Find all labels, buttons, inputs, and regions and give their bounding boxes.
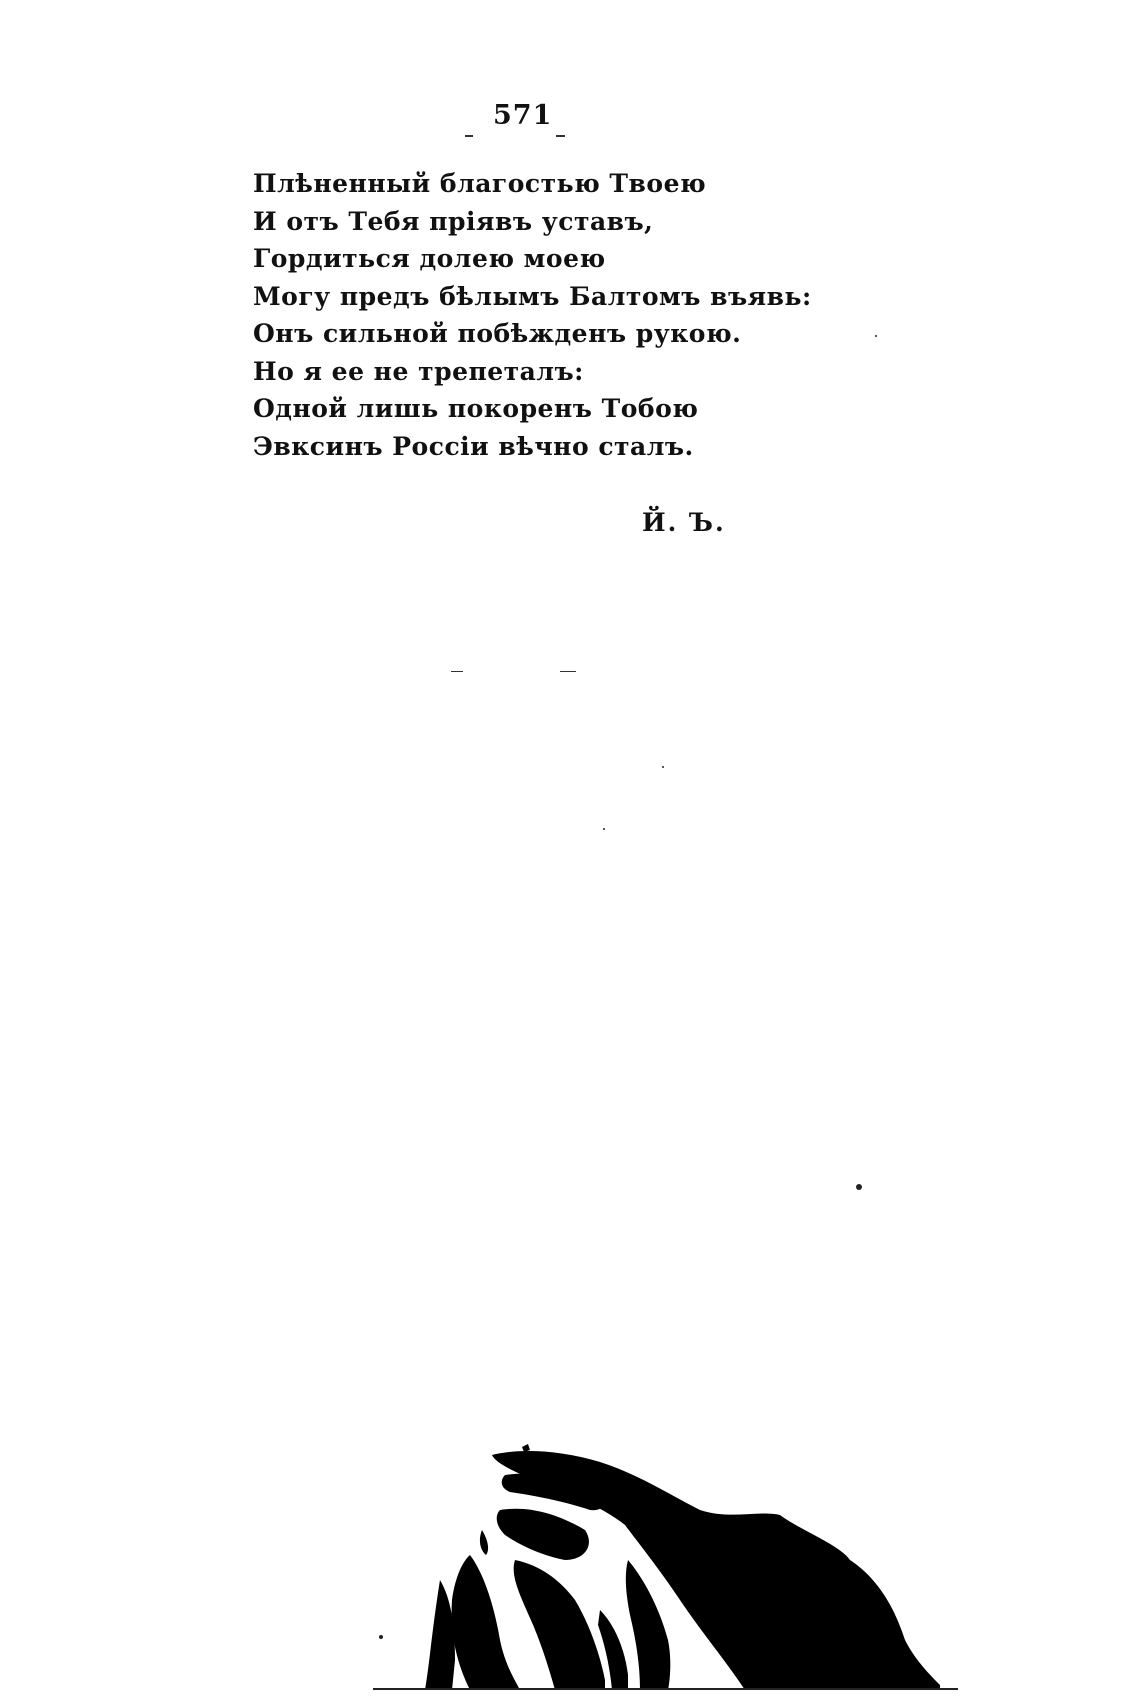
poem-line: Гордиться долею моею	[253, 244, 606, 273]
signature: Й. Ъ.	[642, 508, 726, 537]
page-number: 571	[493, 100, 553, 131]
poem-line: Онъ сильной побѣжденъ рукою.	[253, 319, 742, 348]
poem-line: Плѣненный благостью Твоею	[253, 169, 707, 198]
poem-line: Эвксинъ Россіи вѣчно сталъ.	[253, 431, 694, 461]
poem-line: Могу предъ бѣлымъ Балтомъ въявь:	[253, 281, 812, 311]
poem-line: Но я ее не трепеталъ:	[253, 356, 584, 386]
poem-line: Одной лишь покоренъ Тобою	[253, 394, 699, 423]
poem-line: И отъ Тебя пріявъ уставъ,	[253, 206, 654, 236]
